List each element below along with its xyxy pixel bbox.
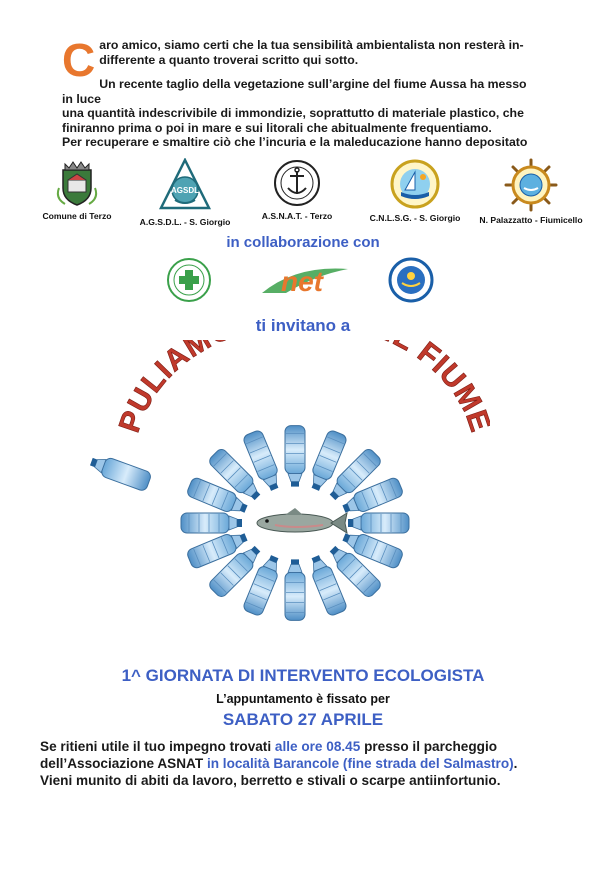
logo-label: N. Palazzatto - Fiumicello xyxy=(479,215,583,225)
bottle-ring-illustration xyxy=(90,340,490,640)
net-logo-icon xyxy=(256,263,352,299)
intro-para-2 xyxy=(62,77,537,150)
logo-comune-terzo xyxy=(22,158,132,221)
water-bottle xyxy=(285,426,305,487)
logo-palazzatto xyxy=(476,158,586,225)
details-text: presso il parcheggio xyxy=(360,739,498,754)
logo-label: Comune di Terzo xyxy=(42,211,112,221)
organizer-logos xyxy=(30,158,600,228)
event-heading: 1^ GIORNATA DI INTERVENTO ECOLOGISTA xyxy=(121,666,485,685)
water-bottle xyxy=(348,513,409,533)
details-text: dell’Associazione ASNAT xyxy=(40,756,207,771)
water-bottle xyxy=(285,559,305,620)
logo-asnat xyxy=(242,158,352,221)
agsdl-emblem-icon xyxy=(157,158,213,214)
anchor-emblem-icon xyxy=(272,158,322,208)
drop-cap: C xyxy=(62,34,96,86)
intro-letter xyxy=(62,34,537,150)
details-text: . xyxy=(513,756,518,771)
coat-of-arms-icon xyxy=(55,158,99,208)
sailing-emblem-icon xyxy=(389,158,441,210)
intro-para-1 xyxy=(62,38,537,67)
intro-para2-line-3: finiranno prima o poi in mare e sui litorali che abitualmente frequentiamo. xyxy=(62,120,492,135)
details-line-2 xyxy=(40,755,580,772)
intro-line-1: aro amico, siamo certi che la tua sensibilità ambientalista non resterà in- xyxy=(99,38,524,52)
meeting-location: in località Barancole (fine strada del Salmastro) xyxy=(206,756,514,771)
details-line-1 xyxy=(40,738,580,755)
meeting-time: alle ore 08.45 xyxy=(274,739,361,754)
collaboration-heading: in collaborazione con xyxy=(226,234,380,251)
logo-cnlsg xyxy=(360,158,470,223)
partner-logos xyxy=(160,255,450,305)
poster-title: PULIAM FIUM xyxy=(112,340,489,437)
bottle-ring xyxy=(90,426,409,621)
coast-guard-emblem-icon xyxy=(388,257,434,303)
intro-para2-line-4: Per recuperare e smaltire ciò che l’incuria e la maleducazione hanno depositato xyxy=(62,135,528,149)
green-cross-icon xyxy=(166,257,212,303)
net-logo-text: net xyxy=(281,266,323,297)
logo-label: C.N.L.S.G. - S. Giorgio xyxy=(369,213,461,223)
fish-icon xyxy=(257,508,347,533)
water-bottle xyxy=(181,513,242,533)
logo-label: A.G.S.D.L. - S. Giorgio xyxy=(139,217,231,227)
water-bottle xyxy=(90,452,152,492)
appointment-label: L’appuntamento è fissato per xyxy=(216,692,390,706)
agsdl-emblem-text: AGSDL xyxy=(171,186,199,195)
event-details xyxy=(40,738,580,789)
intro-para2-line-1: Un recente taglio della vegetazione sull’argine del fiume Aussa ha messo in luce xyxy=(62,77,527,106)
invite-heading: ti invitano a xyxy=(255,316,351,335)
event-date: SABATO 27 APRILE xyxy=(222,710,384,729)
details-text: Se ritieni utile il tuo impegno trovati xyxy=(40,739,275,754)
logo-label: A.S.N.A.T. - Terzo xyxy=(261,211,333,221)
logo-agsdl xyxy=(130,158,240,227)
intro-line-2: differente a quanto troverai scritto qui sotto. xyxy=(99,52,359,67)
details-line-3: Vieni munito di abiti da lavoro, berretto e stivali o scarpe antiinfortunio. xyxy=(40,773,501,788)
ship-wheel-emblem-icon xyxy=(504,158,558,212)
poster-graphic xyxy=(90,340,490,640)
intro-para2-line-2: una quantità indescrivibile di immondizie, soprattutto di materiale plastico, che xyxy=(62,106,524,120)
